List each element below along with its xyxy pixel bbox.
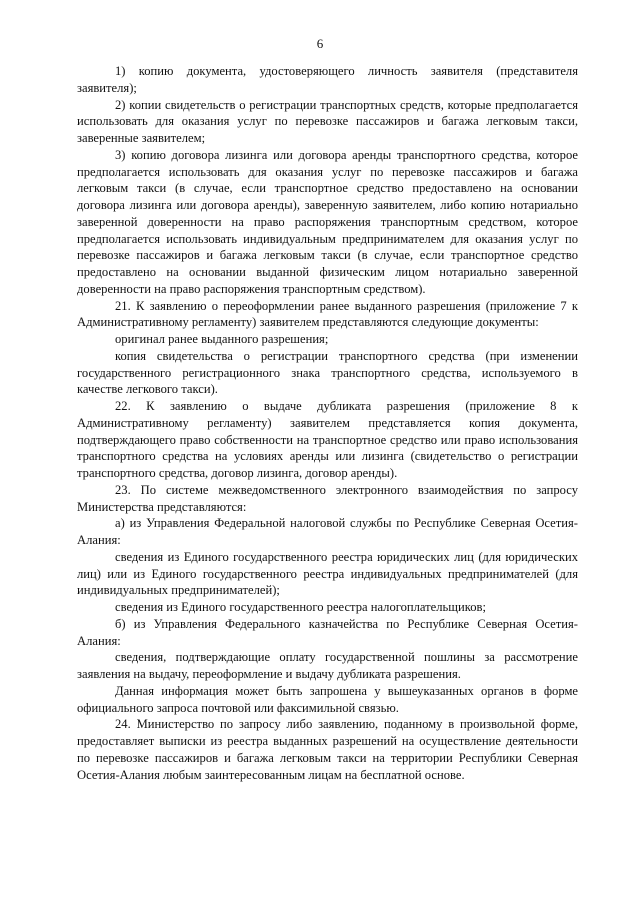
- document-body: [77, 63, 578, 783]
- paragraph-24: 24. Министерство по запросу либо заявлению, поданному в произвольной форме, предоставляет выписки из реестра выданных разрешений на осуществление деятельности по перевозке пассажиров и багажа легковым такси на территории Республики Северная Осетия-Алания любым заинтересованным лицам на бесплатной основе.: [77, 717, 578, 782]
- paragraph-item-2: 2) копии свидетельств о регистрации транспортных средств, которые предполагается использовать для оказания услуг по перевозке пассажиров и багажа легковым такси, заверенные заявителем;: [77, 97, 578, 145]
- paragraph-23-a: а) из Управления Федеральной налоговой службы по Республике Северная Осетия-Алания:: [77, 516, 578, 547]
- paragraph-item-3: 3) копию договора лизинга или договора аренды транспортного средства, которое предполагается использовать для оказания услуг по перевозке пассажиров и багажа легковым такси (в случае, если транспортное средство предоставлено на основании договора лизинга или договора аренды), заверенную заявителем, либо копию нотариально заверенной доверенности на право распоряжения транспортным средством, которое предполагается использовать индивидуальным предпринимателем для оказания услуг по перевозке пассажиров и багажа легковым такси (в случае, если транспортное средство предоставлено на основании выданной физическим лицом нотариально заверенной доверенности на право распоряжения транспортным средством).: [77, 147, 578, 296]
- page-number: 6: [316, 36, 324, 51]
- paragraph-22: 22. К заявлению о выдаче дубликата разрешения (приложение 8 к Административному регламенту) заявителем представляется копия документа, подтверждающего право собственности на транспортное средство или право использования транспортного средства на условиях аренды или лизинга (свидетельство о регистрации транспортного средства, договор лизинга, договор аренды).: [77, 399, 578, 480]
- paragraph-23-b: б) из Управления Федерального казначейства по Республике Северная Осетия-Алания:: [77, 616, 578, 648]
- paragraph-fee-info: сведения, подтверждающие оплату государственной пошлины за рассмотрение заявления на выдачу, переоформление и выдачу дубликата разрешения.: [77, 650, 578, 681]
- paragraph-original-permit: оригинал ранее выданного разрешения;: [115, 332, 329, 346]
- paragraph-taxpayer-registry: сведения из Единого государственного реестра налогоплательщиков;: [115, 600, 486, 614]
- paragraph-request-note: Данная информация может быть запрошена у вышеуказанных органов в форме официального запроса почтовой или факсимильной связью.: [77, 683, 578, 715]
- paragraph-item-1: 1) копию документа, удостоверяющего личность заявителя (представителя заявителя);: [77, 64, 578, 95]
- paragraph-registry-info: сведения из Единого государственного реестра юридических лиц (для юридических лиц) или из Единого государственного реестра индивидуальных предпринимателей (для индивидуальных предпринимателей);: [77, 549, 578, 598]
- paragraph-23: 23. По системе межведомственного электронного взаимодействия по запросу Министерства представляются:: [77, 482, 578, 514]
- paragraph-21: 21. К заявлению о переоформлении ранее выданного разрешения (приложение 7 к Административному регламенту) заявителем представляются следующие документы:: [77, 298, 578, 330]
- paragraph-registration-copy: копия свидетельства о регистрации транспортного средства (при изменении государственного регистрационного знака транспортного средства, используемого в качестве легкового такси).: [77, 348, 578, 397]
